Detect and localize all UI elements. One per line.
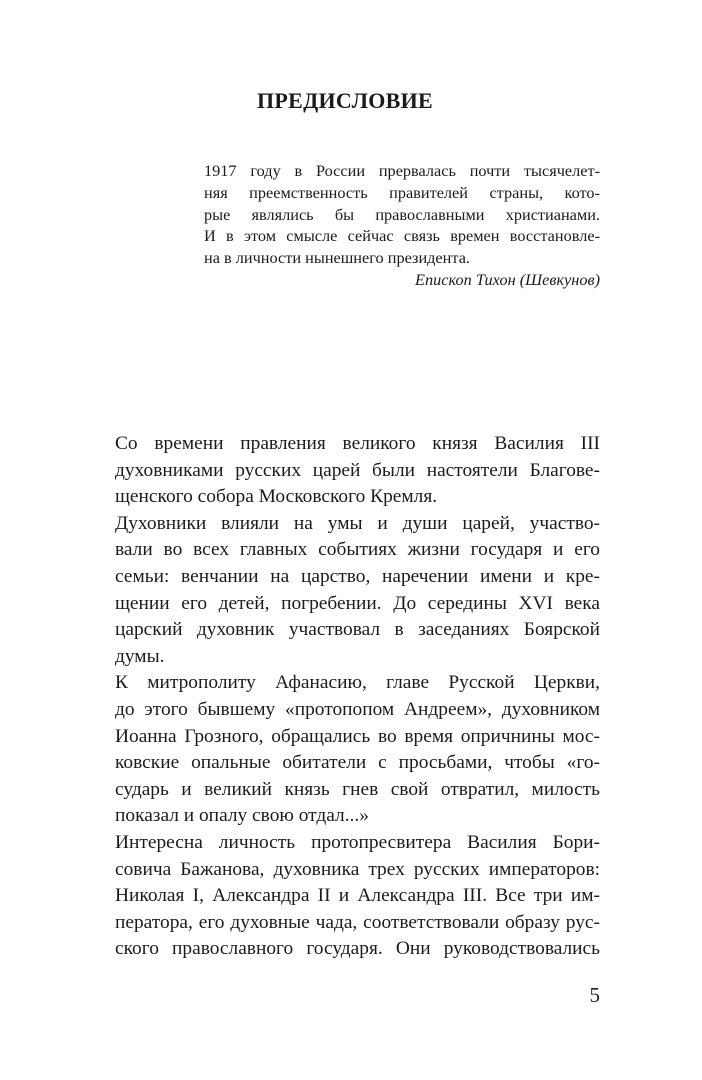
body-text <box>115 431 600 963</box>
text-line: семьи: венчании на царство, наречении имени и кре- <box>115 565 600 587</box>
paragraph <box>115 511 600 671</box>
text-line: Иоанна Грозного, обращались во время опричнины мос- <box>115 725 600 747</box>
page-number: 5 <box>589 983 600 1007</box>
epigraph-line: на в личности нынешнего президента. <box>204 248 470 268</box>
epigraph <box>204 160 600 291</box>
epigraph-line: 1917 году в России прервалась почти тысячелет- <box>204 161 600 180</box>
text-line: царский духовник участвовал в заседаниях Боярской <box>115 619 600 641</box>
epigraph-author: Епископ Тихон (Шевкунов) <box>415 269 600 289</box>
text-line: показал и опалу свою отдал...» <box>115 805 369 827</box>
text-line: Интересна личность протопресвитера Василия Бори- <box>115 831 600 853</box>
text-line: ператора, его духовные чада, соответствовали образу рус- <box>115 911 600 933</box>
text-line: ковские опальные обитатели с просьбами, чтобы «го- <box>115 752 600 774</box>
text-line: Со времени правления великого князя Василия III <box>115 433 600 454</box>
epigraph-line: няя преемственность правителей страны, кото- <box>204 182 600 202</box>
text-line: думы. <box>115 645 165 667</box>
text-line: совича Бажанова, духовника трех русских императоров: <box>115 858 600 880</box>
text-line: щении его детей, погребении. До середины XVI века <box>115 592 600 614</box>
paragraph <box>115 670 600 830</box>
epigraph-line: И в этом смысле сейчас связь времен восстановле- <box>204 226 600 246</box>
paragraph <box>115 431 600 511</box>
text-line: Николая I, Александра II и Александра III. Все три им- <box>115 885 600 907</box>
paragraph <box>115 830 600 963</box>
page-title: ПРЕДИСЛОВИЕ <box>256 88 434 113</box>
text-line: К митрополиту Афанасию, главе Русской Церкви, <box>115 672 600 694</box>
text-line: ского православного государя. Они руководствовались <box>115 938 600 960</box>
text-line: вали во всех главных событиях жизни государя и его <box>115 539 600 561</box>
text-line: духовниками русских царей были настоятели Благове- <box>115 459 600 481</box>
text-line: сударь и великий князь гнев свой отвратил, милость <box>115 778 600 800</box>
text-line: щенского собора Московского Кремля. <box>115 486 438 508</box>
text-line: Духовники влияли на умы и души царей, участво- <box>115 512 600 534</box>
epigraph-line: рые являлись бы православными христианами. <box>204 204 600 224</box>
text-line: до этого бывшему «протопопом Андреем», духовником <box>115 698 600 720</box>
